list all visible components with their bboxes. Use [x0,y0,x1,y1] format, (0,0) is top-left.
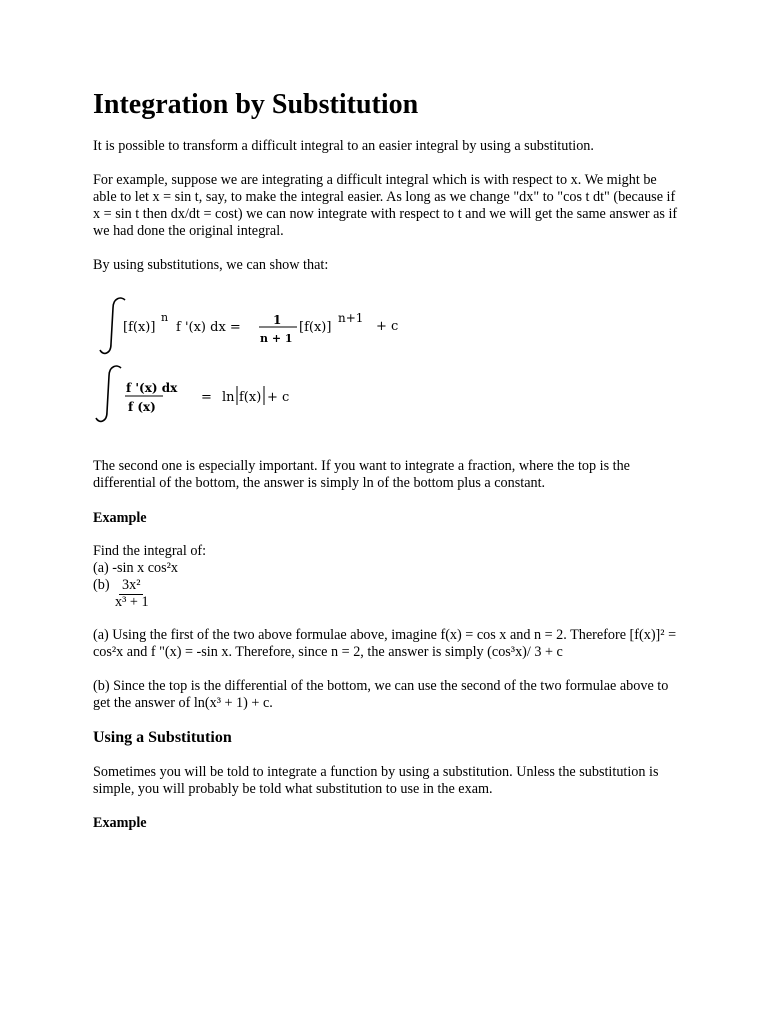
integration-formulae [93,292,423,437]
intro-paragraph: It is possible to transform a difficult integral to an easier integral by using a substitution. [93,138,594,154]
section2-paragraph: Sometimes you will be told to integrate a function by using a substitution. Unless the substitution is simple, you will probably be told what substitution to use in the exam. [93,764,659,797]
example-heading: Example [93,510,147,526]
formula2-den: f (x) [128,400,156,414]
part-b-numerator: 3x² [119,577,143,595]
formula1-integrand-base: [f(x)] [123,320,156,335]
example2-heading: Example [93,815,147,831]
formula1-result-exp: n+1 [338,311,364,325]
formula1-frac-num: 1 [273,313,282,327]
integral-sign-2 [96,366,121,421]
formula1-constant: + c [376,319,399,334]
formula2-constant: + c [267,390,290,405]
second-formula-note: The second one is especially important. If you want to integrate a fraction, where the top is the differential of the bottom, the answer is simply ln of the bottom plus a constant. [93,458,630,491]
answer-a: (a) Using the first of the two above formulae above, imagine f(x) = cos x and n = 2. Therefore [f(x)]² = cos²x and f "(x) = -sin x. Therefore, since n = 2, the answer is simply (cos³x)/ 3 + c [93,627,677,660]
part-b-label: (b) [93,577,110,593]
formula1-frac-den: n + 1 [260,332,293,345]
answer-b: (b) Since the top is the differential of the bottom, we can use the second of the two formulae above to get the answer of ln(x³ + 1) + c. [93,678,669,711]
formula2-num: f '(x) dx [126,381,178,395]
part-b [93,577,141,594]
formula1-result-base: [f(x)] [299,320,332,335]
formula2-equals: = [201,390,212,405]
example-paragraph: For example, suppose we are integrating a difficult integral which is with respect to x. We might be able to let x = sin t, say, to make the integral easier. As long as we change "dx" to "cos t dt" (because if x = sin t then dx/dt = cost) we can now integrate with respect to t and we will get the same answer as if we had done the original integral. [93,172,678,239]
integral-sign-1 [100,298,125,353]
formula2-abs-arg: f(x) [239,390,262,405]
section-heading-using-substitution: Using a Substitution [93,729,232,746]
formula1-exponent: n [161,311,169,324]
formula1-derivative: f '(x) dx = [176,320,241,335]
part-b-denominator: x³ + 1 [115,594,149,610]
part-a: (a) -sin x cos²x [93,560,179,576]
substitution-intro-paragraph: By using substitutions, we can show that: [93,257,329,273]
find-integral-line: Find the integral of: [93,543,207,559]
page-title: Integration by Substitution [93,89,419,120]
formula2-ln: ln [222,390,235,405]
formulae-svg [93,292,423,432]
